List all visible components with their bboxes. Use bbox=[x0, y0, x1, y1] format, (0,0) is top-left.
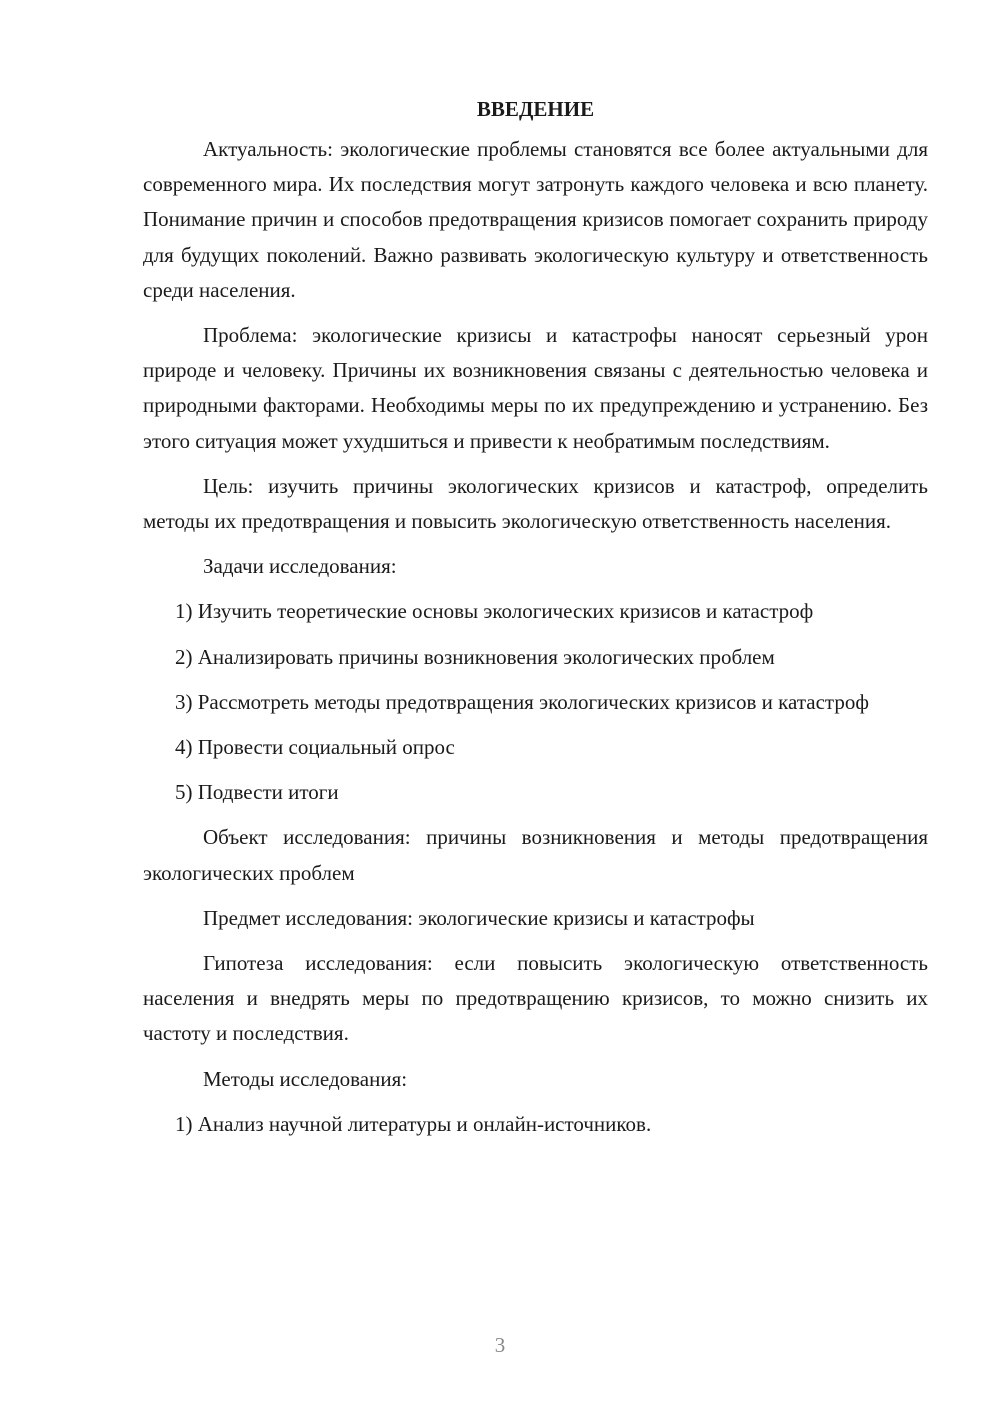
page-title: ВВЕДЕНИЕ bbox=[476, 97, 595, 121]
task-item-4: 4) Провести социальный опрос bbox=[175, 735, 455, 760]
tasks-heading: Задачи исследования: bbox=[203, 554, 397, 579]
method-item-1: 1) Анализ научной литературы и онлайн-источников. bbox=[175, 1111, 652, 1136]
task-item-3: 3) Рассмотреть методы предотвращения экологических кризисов и катастроф bbox=[175, 689, 869, 714]
task-item-5: 5) Подвести итоги bbox=[175, 780, 339, 805]
paragraph-relevance: Актуальность: экологические проблемы становятся все более актуальными для современного мира. Их последствия могут затронуть каждого человека и всю планету. Понимание причин и способов предотвращения кризисов помогает сохранить природу для будущих поколений. Важно развивать экологическую культуру и ответственность среди населения. bbox=[143, 137, 928, 302]
paragraph-hypothesis: Гипотеза исследования: если повысить экологическую ответственность населения и внедрять меры по предотвращению кризисов, то можно снизить их частоту и последствия. bbox=[143, 951, 928, 1046]
page-number: 3 bbox=[494, 1333, 506, 1357]
task-item-2: 2) Анализировать причины возникновения экологических проблем bbox=[175, 644, 775, 669]
paragraph-problem: Проблема: экологические кризисы и катастрофы наносят серьезный урон природе и человеку. Причины их возникновения связаны с деятельностью человека и природными факторами. Необходимы меры по их предупреждению и устранению. Без этого ситуация может ухудшиться и привести к необратимым последствиям. bbox=[143, 323, 928, 453]
paragraph-subject: Предмет исследования: экологические кризисы и катастрофы bbox=[203, 905, 755, 930]
task-item-1: 1) Изучить теоретические основы экологических кризисов и катастроф bbox=[175, 599, 814, 624]
paragraph-goal: Цель: изучить причины экологических кризисов и катастроф, определить методы их предотвращения и повысить экологическую ответственность населения. bbox=[143, 473, 928, 534]
document-page bbox=[143, 92, 928, 1152]
paragraph-object: Объект исследования: причины возникновения и методы предотвращения экологических проблем bbox=[143, 825, 928, 885]
methods-heading: Методы исследования: bbox=[203, 1066, 408, 1091]
